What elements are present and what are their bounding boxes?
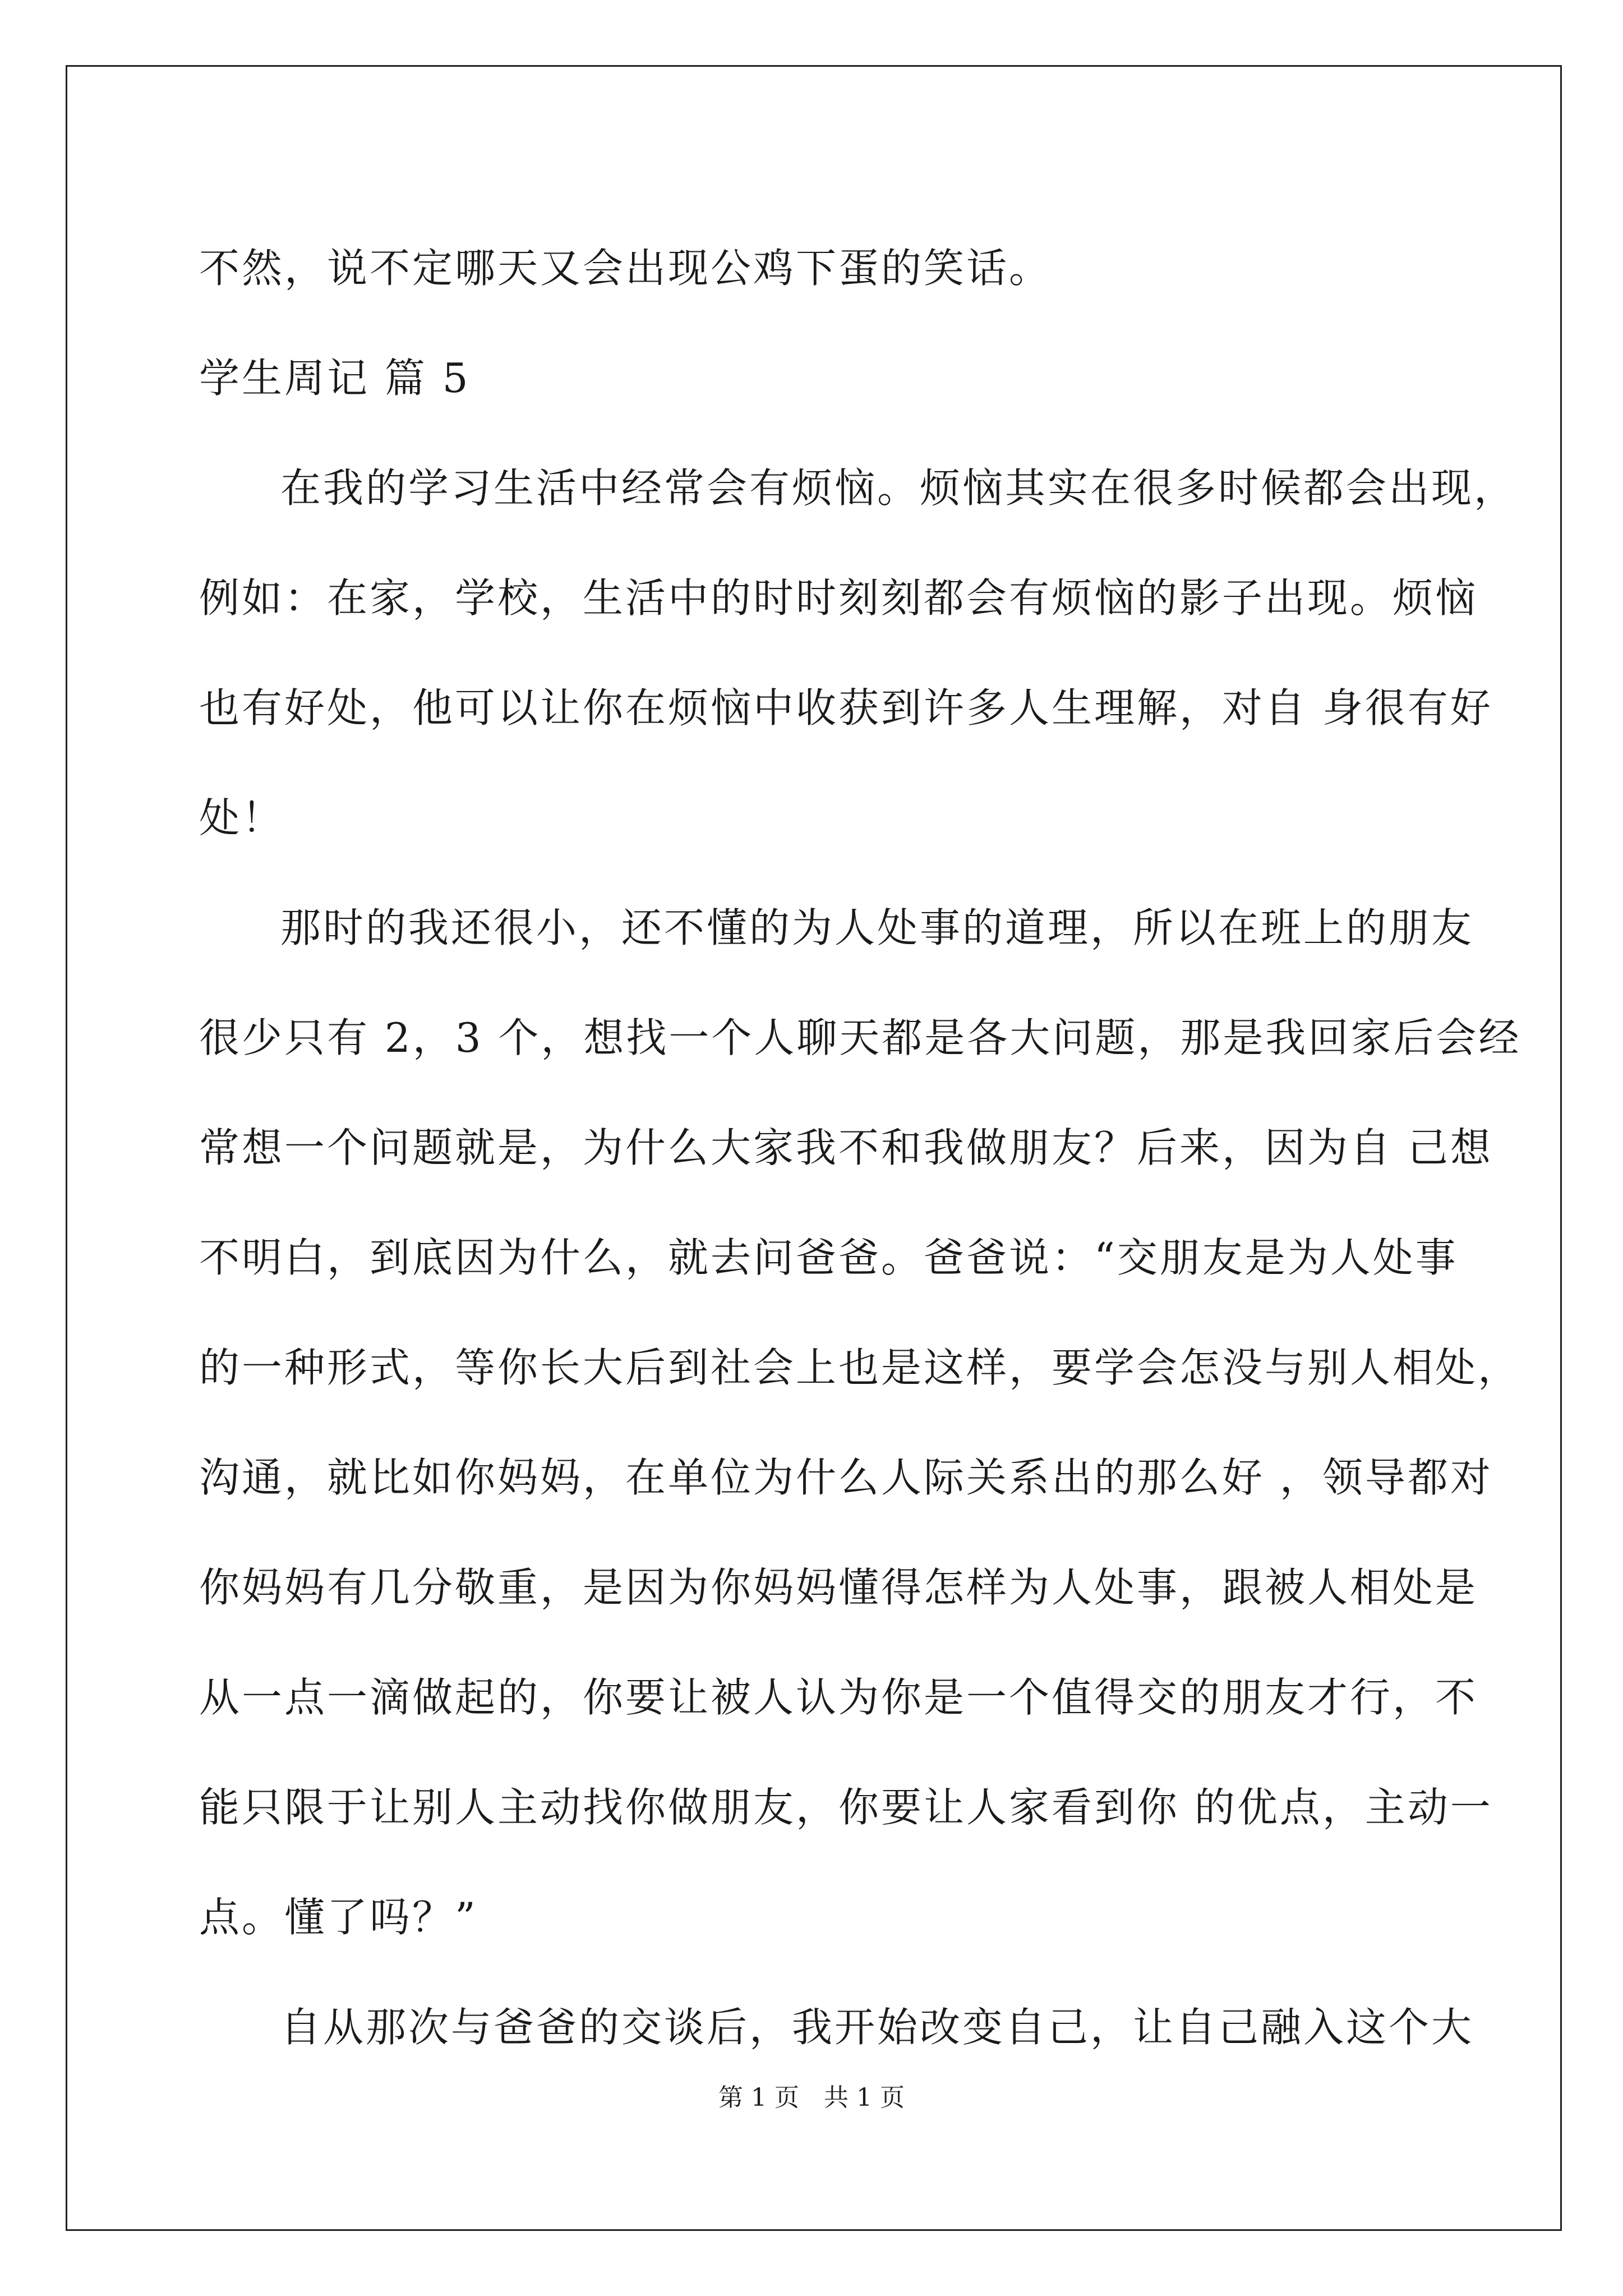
text-line-16: 点。懂了吗？” [199,1894,478,1941]
document-body [199,213,1521,2082]
text-line-12: 沟通，就比如你妈妈，在单位为什么人际关系出的那么好 ，领导都对 [199,1454,1493,1501]
page-footer: 第 1 页 共 1 页 [718,2083,905,2112]
text-line-6: 处！ [199,794,285,841]
text-line-15: 能只限于让别人主动找你做朋友，你要让人家看到你 的优点，主动一 [199,1784,1493,1831]
text-line-13: 你妈妈有几分敬重，是因为你妈妈懂得怎样为人处事，跟被人相处是 [199,1564,1478,1611]
text-line-8: 很少只有 2，3 个，想找一个人聊天都是各大问题，那是我回家后会经 [199,1014,1521,1061]
text-line-3: 在我的学习生活中经常会有烦恼。烦恼其实在很多时候都会出现， [280,464,1517,512]
text-line-10: 不明白，到底因为什么，就去问爸爸。爸爸说：“交朋友是为人处事 [199,1234,1458,1281]
section-heading: 学生周记 篇 5 [199,355,471,402]
text-line-5: 也有好处，他可以让你在烦恼中收获到许多人生理解，对自 身很有好 [199,684,1493,731]
text-line-14: 从一点一滴做起的，你要让被人认为你是一个值得交的朋友才行，不 [199,1674,1478,1721]
text-line-17: 自从那次与爸爸的交谈后，我开始改变自己，让自己融入这个大 [280,2004,1474,2051]
text-line-7: 那时的我还很小，还不懂的为人处事的道理，所以在班上的朋友 [280,904,1474,951]
text-line-1: 不然，说不定哪天又会出现公鸡下蛋的笑话。 [199,245,1052,292]
text-line-11: 的一种形式，等你长大后到社会上也是这样，要学会怎没与别人相处， [199,1344,1521,1391]
text-line-9: 常想一个问题就是，为什么大家我不和我做朋友？后来，因为自 己想 [199,1124,1493,1171]
text-line-4: 例如：在家，学校，生活中的时时刻刻都会有烦恼的影子出现。烦恼 [199,574,1478,622]
